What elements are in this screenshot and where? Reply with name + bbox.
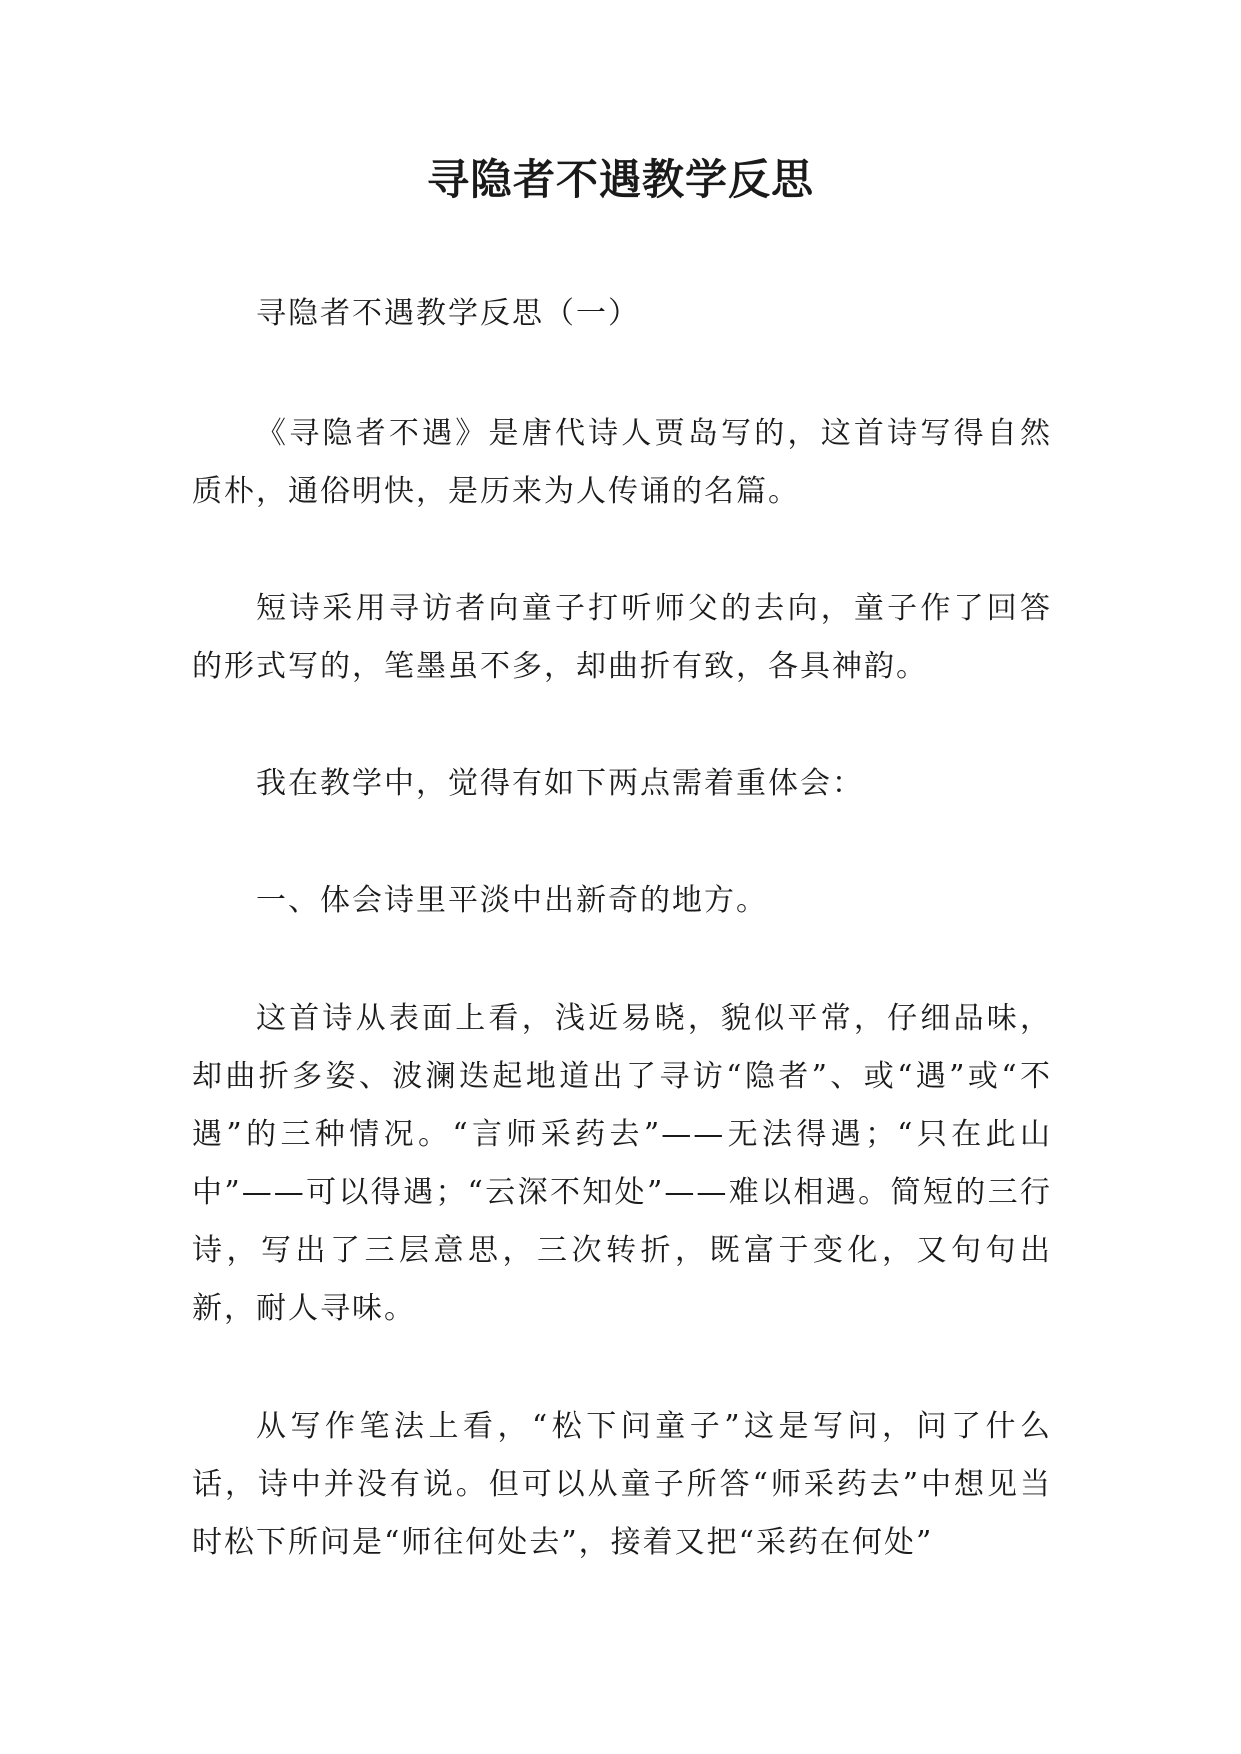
paragraph: 这首诗从表面上看，浅近易晓，貌似平常，仔细品味，却曲折多姿、波澜迭起地道出了寻访“隐者”、或“遇”或“不遇”的三种情况。“言师采药去”——无法得遇；“只在此山中”——可以得遇；“云深不知处”——难以相遇。简短的三行诗，写出了三层意思，三次转折，既富于变化，又句句出新，耐人寻味。 <box>192 1001 1052 1326</box>
paragraph: 从写作笔法上看，“松下问童子”这是写问，问了什么话，诗中并没有说。但可以从童子所答“师采药去”中想见当时松下所问是“师往何处去”，接着又把“采药在何处” <box>192 1409 1052 1560</box>
paragraph: 我在教学中，觉得有如下两点需着重体会： <box>256 766 864 801</box>
paragraph: 一、体会诗里平淡中出新奇的地方。 <box>256 883 768 918</box>
paragraph: 《寻隐者不遇》是唐代诗人贾岛写的，这首诗写得自然质朴，通俗明快，是历来为人传诵的名篇。 <box>192 416 1052 509</box>
paragraph: 短诗采用寻访者向童子打听师父的去向，童子作了回答的形式写的，笔墨虽不多，却曲折有致，各具神韵。 <box>192 591 1052 684</box>
section-heading: 寻隐者不遇教学反思（一） <box>256 296 640 331</box>
document-title: 寻隐者不遇教学反思 <box>426 155 814 204</box>
